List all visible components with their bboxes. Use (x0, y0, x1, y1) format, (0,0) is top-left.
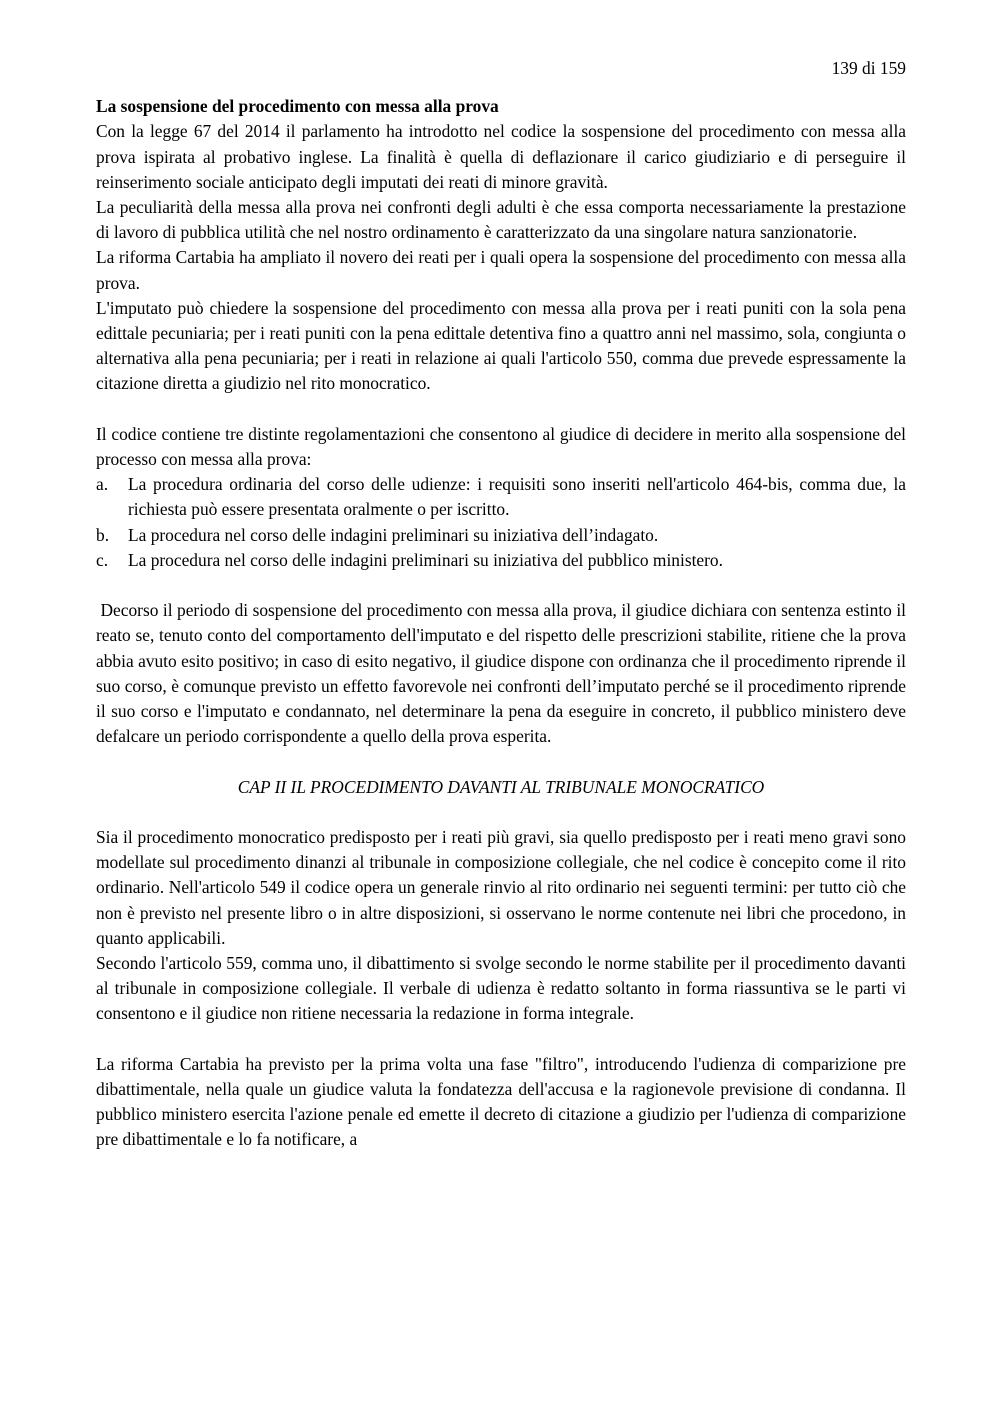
page-number: 139 di 159 (831, 58, 906, 78)
paragraph-decorso (96, 598, 906, 749)
paragraph-imputato-chiedere: L'imputato può chiedere la sospensione del procedimento con messa alla prova per i reati puniti con la sola pena edittale pecuniaria; per i reati puniti con la pena edittale detentiva fino a quattro anni nel massimo, sola, congiunta o alternativa alla pena pecuniaria; per i reati in relazione ai quali l'articolo 550, comma due prevede espressamente la citazione diretta a giudizio nel rito monocratico. (96, 297, 906, 394)
list-item (96, 472, 906, 522)
list-marker: c. (96, 549, 109, 570)
section-title: La sospensione del procedimento con messa alla prova (96, 96, 499, 117)
list-item-text: La procedura nel corso delle indagini preliminari su iniziativa del pubblico ministero. (128, 549, 723, 570)
list-item-text: La procedura ordinaria del corso delle udienze: i requisiti sono inseriti nell'articolo 464-bis, comma due, la richiesta può essere presentata oralmente o per iscritto. (128, 474, 906, 520)
chapter-title: CAP II IL PROCEDIMENTO DAVANTI AL TRIBUNALE MONOCRATICO (237, 776, 765, 797)
procedure-list (96, 472, 906, 573)
paragraph-fase-filtro: La riforma Cartabia ha previsto per la prima volta una fase "filtro", introducendo l'udienza di comparizione pre dibattimentale, nella quale un giudice valuta la fondatezza dell'accusa e la ragionevole previsione di condanna. Il pubblico ministero esercita l'azione penale ed emette il decreto di citazione a giudizio per l'udienza di comparizione pre dibattimentale e lo fa notificare, a (96, 1053, 906, 1150)
list-item-text: La procedura nel corso delle indagini preliminari su iniziativa dell’indagato. (128, 524, 659, 545)
paragraph-procedimento-monocratico: Sia il procedimento monocratico predisposto per i reati più gravi, sia quello predisposto per i reati meno gravi sono modellate sul procedimento dinanzi al tribunale in composizione collegiale, che nel codice è concepito come il rito ordinario. Nell'articolo 549 il codice opera un generale rinvio al rito ordinario nei seguenti termini: per tutto ciò che non è previsto nel presente libro o in altre disposizioni, si osservano le norme contenute nei libri che procedono, in quanto applicabili. (96, 827, 906, 948)
list-item (96, 548, 906, 573)
paragraph-articolo-559: Secondo l'articolo 559, comma uno, il dibattimento si svolge secondo le norme stabilite per il procedimento davanti al tribunale in composizione collegiale. Il verbale di udienza è redatto soltanto in forma riassuntiva se le parti vi consentono e il giudice non ritiene necessaria la redazione in forma integrale. (96, 953, 906, 1024)
paragraph-riforma-cartabia: La riforma Cartabia ha ampliato il novero dei reati per i quali opera la sospensione del procedimento con messa alla prova. (96, 247, 906, 293)
paragraph-legge-67: Con la legge 67 del 2014 il parlamento ha introdotto nel codice la sospensione del procedimento con messa alla prova ispirata al probativo inglese. La finalità è quella di deflazionare il carico giudiziario e di perseguire il reinserimento sociale anticipato degli imputati dei reati di minore gravità. (96, 121, 906, 192)
document-page (96, 56, 906, 1153)
list-marker: b. (96, 524, 110, 545)
list-item (96, 523, 906, 548)
paragraph-peculiarita: La peculiarità della messa alla prova nei confronti degli adulti è che essa comporta necessariamente la prestazione di lavoro di pubblica utilità che nel nostro ordinamento è caratterizzato da una singolare natura sanzionatorie. (96, 197, 906, 243)
list-intro: Il codice contiene tre distinte regolamentazioni che consentono al giudice di decidere in merito alla sospensione del processo con messa alla prova: (96, 423, 906, 470)
list-marker: a. (96, 474, 109, 495)
paragraph-decorso-text: Decorso il periodo di sospensione del procedimento con messa alla prova, il giudice dichiara con sentenza estinto il reato se, tenuto conto del comportamento dell'imputato e del rispetto delle prescrizioni stabilite, ritiene che la prova abbia avuto esito positivo; in caso di esito negativo, il giudice dispone con ordinanza che il procedimento riprende il suo corso, è comunque previsto un effetto favorevole nei confronti dell’imputato perché se il procedimento riprende il suo corso e l'imputato e condannato, nel determinare la pena da eseguire in concreto, il pubblico ministero deve defalcare un periodo corrispondente a quello della prova esperita. (96, 600, 906, 747)
